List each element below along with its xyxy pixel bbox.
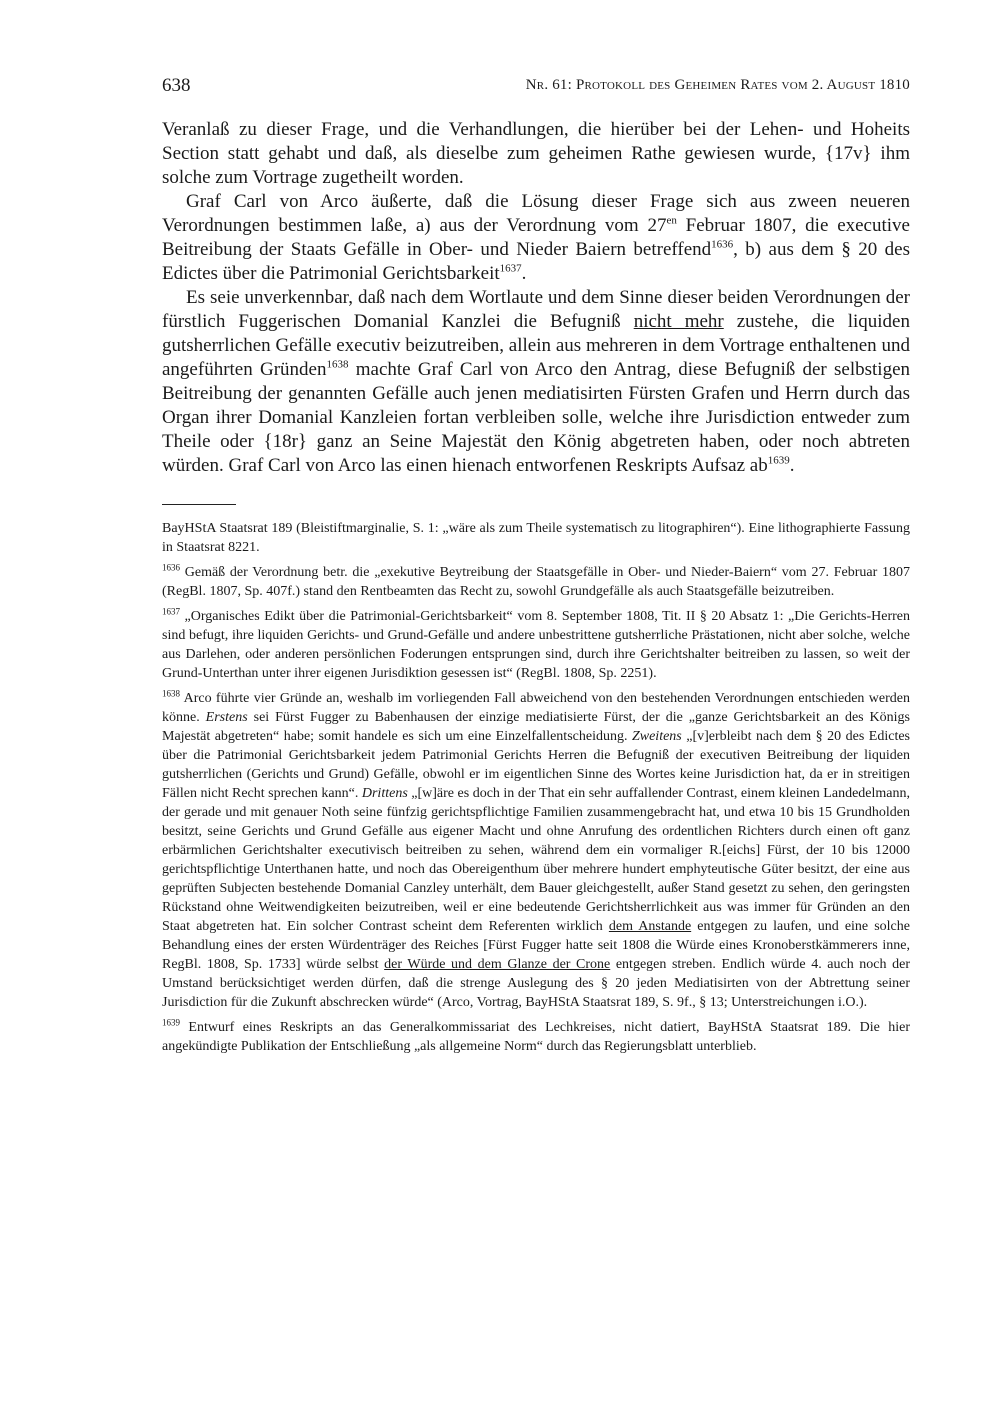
- footnote-text: sei Fürst Fugger zu Babenhausen der einzige mediatisierte Fürst, der die „ganze Gerichtsbarkeit an des Königs Majestät abgetreten“ habe; somit handele es sich um eine Einzelfallentscheidung.: [162, 710, 911, 744]
- paragraph-2-text-a: Graf Carl von Arco äußerte, daß die Lösung dieser Frage sich aus zween neueren Verordnungen bestimmen laße, a) aus der Verordnung vom 27: [162, 191, 910, 236]
- footnote-ref-1639[interactable]: 1639: [767, 454, 790, 467]
- footnote-text: entgegen streben. Endlich würde 4. auch noch der Umstand berücksichtiget werden dürfen, daß die strenge Auslegung des § 20 jeden Mediatisirten von der Abtrettung seiner Jurisdiction für die Zukunft abschrecken würde“ (Arco, Vortrag, BayHStA Staatsrat 189, S. 9f., § 13; Unterstreichungen i.O.).: [162, 957, 910, 1010]
- source-note: [162, 519, 910, 557]
- footnote-ref-1636[interactable]: 1636: [711, 238, 734, 251]
- paragraph-2: [162, 190, 910, 286]
- footnote-1637: [162, 607, 910, 683]
- paragraph-2-text-c: , b) aus dem § 20 des Edictes über die Patrimonial Gerichtsbarkeit: [162, 239, 910, 284]
- paragraph-2-text-d: .: [521, 263, 527, 284]
- italic-text: Zweitens: [631, 729, 682, 744]
- footnote-number: 1638: [162, 688, 180, 699]
- underlined-text: der Würde und dem Glanze der Crone: [384, 957, 611, 972]
- paragraph-2-text-b: Februar 1807, die executive Beitreibung der Staats Gefälle in Ober- und Nieder Baiern betreffend: [162, 215, 910, 260]
- footnote-number: 1639: [162, 1017, 180, 1028]
- footnote-number: 1637: [162, 606, 180, 617]
- footnote-text: entgegen zu laufen, und eine solche Behandlung eines der ersten Würdenträger des Reiches [Fürst Fugger hatte seit 1808 die Würde eines Kronoberstkämmerers inne, RegBl. 1808, Sp. 1733] würde selbst: [162, 919, 910, 972]
- page-number: 638: [162, 75, 191, 96]
- paragraph-3-text-d: .: [789, 455, 795, 476]
- footnote-ref-1637[interactable]: 1637: [499, 262, 522, 275]
- paragraph-3-text-a: Es seie unverkennbar, daß nach dem Wortlaute und dem Sinne dieser beiden Verordnungen der fürstlich Fuggerischen Domanial Kanzlei die Befugniß: [162, 287, 910, 332]
- paragraph-1: [162, 118, 910, 190]
- footnote-number: 1636: [162, 562, 180, 573]
- page-header: [162, 70, 910, 98]
- underlined-text: nicht mehr: [633, 311, 724, 332]
- paragraph-3-text-b: zustehe, die liquiden gutsherrlichen Gefälle executiv beizutreiben, allein aus mehreren in dem Vortrage enthaltenen und angeführten Gründen: [162, 311, 910, 380]
- italic-text: Drittens: [361, 786, 408, 801]
- footnote-text: Entwurf eines Reskripts an das Generalkommissariat des Lechkreises, nicht datiert, BayHStA Staatsrat 189. Die hier angekündigte Publikation der Entschließung „als allgemeine Norm“ durch das Regierungsblatt unterblieb.: [162, 1020, 910, 1054]
- paragraph-3: [162, 286, 910, 478]
- source-note-text: BayHStA Staatsrat 189 (Bleistiftmarginalie, S. 1: „wäre als zum Theile systematisch zu litographiren“). Eine lithographierte Fassung in Staatsrat 8221.: [162, 521, 910, 555]
- footnote-text: „Organisches Edikt über die Patrimonial-Gerichtsbarkeit“ vom 8. September 1808, Tit. II § 20 Absatz 1: „Die Gerichts-Herren sind befugt, ihre liquiden Gerichts- und Grund-Gefälle und andere unbestrittene gutsherrliche Prästationen, nicht aber solche, welche aus Darlehen, oder anderen persönlichen Foderungen entsprungen sind, durch ihre Gerichtshalter beitreiben zu lassen, so weit der Grund-Unterthan unter ihrer eigenen Jurisdiktion gesessen ist“ (RegBl. 1808, Sp. 2251).: [162, 609, 910, 681]
- paragraph-3-text-c: machte Graf Carl von Arco den Antrag, diese Befugniß der selbstigen Beitreibung der genannten Gefälle auch jenen mediatisirten Fürsten Grafen und Herrn durch das Organ ihrer Domanial Kanzleien fortan verbleiben solle, welche ihre Jurisdiction entweder zum Theile oder {18r} ganz an Seine Majestät den König abgetreten haben, oder noch abtreten würden. Graf Carl von Arco las einen hienach entworfenen Reskripts Aufsaz ab: [162, 359, 910, 476]
- italic-text: Erstens: [205, 710, 248, 725]
- footnote-1639: [162, 1018, 910, 1056]
- superscript-en: en: [666, 214, 677, 227]
- footnotes: [162, 519, 910, 1056]
- running-title: Nr. 61: Protokoll des Geheimen Rates vom 2. August 1810: [525, 77, 910, 93]
- footnote-ref-1638[interactable]: 1638: [326, 358, 349, 371]
- footnote-1636: [162, 563, 910, 601]
- document-page: [162, 70, 910, 1062]
- footnote-text: Gemäß der Verordnung betr. die „exekutive Beytreibung der Staatsgefälle in Ober- und Nieder-Baiern“ vom 27. Februar 1807 (RegBl. 1807, Sp. 407f.) stand den Rentbeamten das Recht zu, sowohl Grundgefälle als auch Staatsgefälle beizutreiben.: [162, 565, 910, 599]
- footnote-text: „[w]äre es doch in der That ein sehr auffallender Contrast, einem kleinen Landedelmann, der gerade und mit genauer Noth seine fünfzig gerichtspflichtige Familien zusammengebracht hat, und etwa 10 bis 15 Grundholden besitzt, seine Gerichts und Grund Gefälle aus eigener Macht und ohne Anrufung des ordentlichen Richters durch einen oft ganz erbärmlichen Gerichtshalter executivisch beitreiben zu sehen, während dem ein vormaliger R.[eichs] Fürst, der 10 bis 12000 gerichtspflichtige Unterthanen hatte, und noch das Obereigenthum über mehrere hundert emphyteutische Güter besitzt, der eine aus geprüften Subjecten bestehende Domanial Canzley unterhält, dem Bauer gleichgestellt, außer Stand gesetzt zu sehen, den geringsten Rückstand ohne Weitwendigkeiten beizutreiben, weil er eine bedeutende Gerichtsherrlichkeit aus was immer für Gründen an den Staat abgetreten hat. Ein solcher Contrast scheint dem Referenten wirklich: [162, 786, 910, 934]
- paragraph-1-text: Veranlaß zu dieser Frage, und die Verhandlungen, die hierüber bei der Lehen- und Hoheits Section statt gehabt und daß, als dieselbe zum geheimen Rathe gewiesen wurde, {17v} ihm solche zum Vortrage zugetheilt worden.: [162, 119, 910, 188]
- footnote-1638: [162, 689, 910, 1012]
- underlined-text: dem Anstande: [608, 919, 692, 934]
- footnote-divider: [162, 504, 236, 505]
- footnote-text: Arco führte vier Gründe an, weshalb im vorliegenden Fall abweichend von den bestehenden Verordnungen entschieden werden könne.: [162, 691, 910, 725]
- main-text: [162, 118, 910, 478]
- footnote-text: „[v]erbleibt nach dem § 20 des Edictes über die Patrimonial Gerichtsbarkeit jedem Patrimonial Gerichts Herren die Befugniß der executiven Beitreibung der liquiden gutsherrlichen (Gerichts und Grund) Gefälle, obwohl er im eigentlichen Sinne des Wortes keine Jurisdiction hat, da er in streitigen Fällen nicht Recht sprechen kann“.: [162, 729, 910, 801]
